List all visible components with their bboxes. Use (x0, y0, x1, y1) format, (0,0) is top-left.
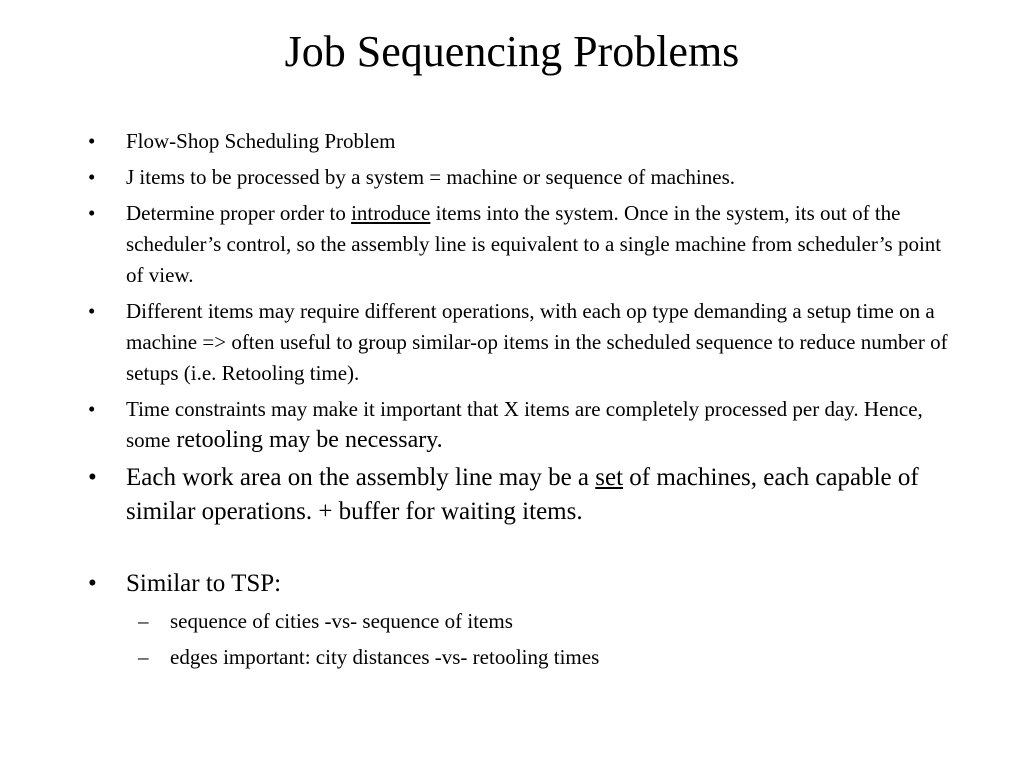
bullet-text-tail: retooling may be necessary. (170, 427, 443, 453)
bullet-text: Similar to TSP: (126, 570, 282, 597)
bullet-work-area (88, 461, 948, 529)
bullet-similar-tsp (88, 567, 948, 601)
underlined-word-introduce: introduce (351, 201, 431, 225)
bullet-text: Flow-Shop Scheduling Problem (126, 129, 396, 153)
bullet-marker: • (88, 397, 96, 421)
sub-bullet-edges (88, 642, 948, 673)
sub-bullet-text: sequence of cities -vs- sequence of items (170, 609, 513, 633)
sub-bullet-text: edges important: city distances -vs- retooling times (170, 645, 600, 669)
bullet-text: J items to be processed by a system = machine or sequence of machines. (126, 165, 735, 189)
sub-bullet-sequence (88, 606, 948, 637)
bullet-text-post: items into the system. Once in the system, its out of the scheduler’s control, so the assembly line is equivalent to a single machine from scheduler’s point of view. (126, 201, 942, 287)
bullet-different-items (88, 296, 948, 389)
bullet-determine-order (88, 198, 948, 291)
bullet-marker: • (88, 464, 97, 491)
bullet-text: Different items may require different operations, with each op type demanding a setup time on a machine => often useful to group similar-op items in the scheduled sequence to reduce number of setups (i.e. Retooling time). (126, 299, 948, 385)
sub-bullet-marker: – (138, 645, 149, 669)
bullet-marker: • (88, 299, 96, 323)
bullet-marker: • (88, 129, 96, 153)
bullet-marker: • (88, 165, 96, 189)
slide-title: Job Sequencing Problems (284, 27, 740, 76)
bullet-flow-shop (88, 126, 948, 157)
bullet-text-pre: Determine proper order to (126, 201, 352, 225)
bullet-time-constraints (88, 394, 948, 456)
underlined-word-set: set (595, 464, 624, 491)
sub-bullet-marker: – (138, 609, 149, 633)
bullet-text-pre: Time constraints may make it important that X items are completely processed per day. Hence, some (126, 397, 923, 452)
bullet-marker: • (88, 201, 96, 225)
bullet-text-pre: Each work area on the assembly line may be a (126, 464, 596, 491)
bullet-marker: • (88, 570, 97, 597)
bullet-text-post: of machines, each capable of similar operations. + buffer for waiting items. (126, 464, 919, 525)
bullet-list (88, 126, 948, 678)
bullet-j-items (88, 162, 948, 193)
